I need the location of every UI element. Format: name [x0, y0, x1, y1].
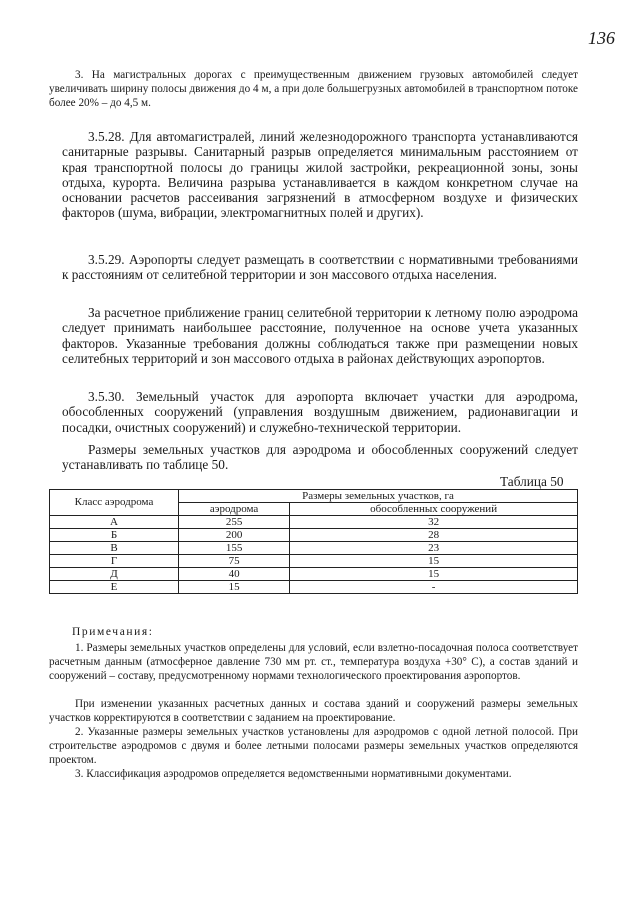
- cell-airfield: 155: [179, 542, 290, 555]
- cell-class: Е: [50, 581, 179, 594]
- table-row: [50, 568, 578, 581]
- table-row: [50, 516, 578, 529]
- cell-airfield: 255: [179, 516, 290, 529]
- cell-class: Г: [50, 555, 179, 568]
- header-class: Класс аэродрома: [50, 490, 179, 516]
- cell-airfield: 15: [179, 581, 290, 594]
- cell-separate: 23: [290, 542, 578, 555]
- cell-separate: 28: [290, 529, 578, 542]
- paragraph-3-5-28: 3.5.28. Для автомагистралей, линий железнодорожного транспорта устанавливаются санитарные разрывы. Санитарный разрыв определяется минимальным расстоянием от края транспортной полосы до границы жилой застройки, рекреационной зоны, зоны отдыха, курорта. Величина разрыва устанавливается в каждом конкретном случае на основании расчетов рассеивания загрязнений в атмосферном воздухе и физических факторов (шума, вибрации, электромагнитных полей и других).: [62, 129, 578, 221]
- land-size-table: [49, 489, 578, 594]
- paragraph-settlement-boundary: За расчетное приближение границ селитебной территории к летному полю аэродрома следует принимать наибольшее расстояние, полученное на основе учета указанных факторов. Указанные требования должны соблюдаться также при размещении новых селитебных территорий и зон массового отдыха в районах действующих аэропортов.: [62, 305, 578, 366]
- cell-separate: 15: [290, 568, 578, 581]
- table-row: [50, 542, 578, 555]
- note-1: 1. Размеры земельных участков определены для условий, если взлетно-посадочная полоса соответствует расчетным данным (атмосферное давление 730 мм рт. ст., температура воздуха +30° С), а состав зданий и сооружений – составу, предусмотренному нормами технологического проектирования аэропортов.: [49, 642, 578, 682]
- paragraph-table-reference: Размеры земельных участков для аэродрома и обособленных сооружений следует устанавливать по таблице 50.: [62, 442, 578, 473]
- cell-separate: 32: [290, 516, 578, 529]
- table-row: [50, 555, 578, 568]
- paragraph-3-5-29: 3.5.29. Аэропорты следует размещать в соответствии с нормативными требованиями к расстояниям от селитебной территории и зон массового отдыха населения.: [62, 252, 578, 283]
- table-row: [50, 529, 578, 542]
- table-label: Таблица 50: [500, 474, 564, 489]
- paragraph-road-lane-width: 3. На магистральных дорогах с преимущественным движением грузовых автомобилей следует увеличивать ширину полосы движения до 4 м, а при доле большегрузных автомобилей в транспортном потоке более 20% – до 4,5 м.: [49, 69, 578, 109]
- cell-class: В: [50, 542, 179, 555]
- cell-airfield: 75: [179, 555, 290, 568]
- notes-title: Примечания:: [72, 626, 154, 638]
- cell-airfield: 200: [179, 529, 290, 542]
- cell-separate: 15: [290, 555, 578, 568]
- note-2: 2. Указанные размеры земельных участков установлены для аэродромов с одной летной полосой. При строительстве аэродромов с двумя и более летными полосами размеры земельных участков определяются проектом.: [49, 726, 578, 766]
- table-header-row: [50, 490, 578, 503]
- cell-class: Б: [50, 529, 179, 542]
- header-airfield: аэродрома: [179, 503, 290, 516]
- page-number: 136: [588, 28, 615, 48]
- paragraph-3-5-30: 3.5.30. Земельный участок для аэропорта включает участки для аэродрома, обособленных сооружений (управления воздушным движением, радионавигации и посадки, очистных сооружений) и служебно-технической территории.: [62, 389, 578, 435]
- cell-class: Д: [50, 568, 179, 581]
- cell-class: А: [50, 516, 179, 529]
- header-sizes: Размеры земельных участков, га: [179, 490, 578, 503]
- table-row: [50, 581, 578, 594]
- cell-airfield: 40: [179, 568, 290, 581]
- cell-separate: -: [290, 581, 578, 594]
- note-1-continued: При изменении указанных расчетных данных и состава зданий и сооружений размеры земельных участков корректируются в соответствии с заданием на проектирование.: [49, 698, 578, 724]
- note-3: 3. Классификация аэродромов определяется ведомственными нормативными документами.: [75, 768, 512, 780]
- header-separate: обособленных сооружений: [290, 503, 578, 516]
